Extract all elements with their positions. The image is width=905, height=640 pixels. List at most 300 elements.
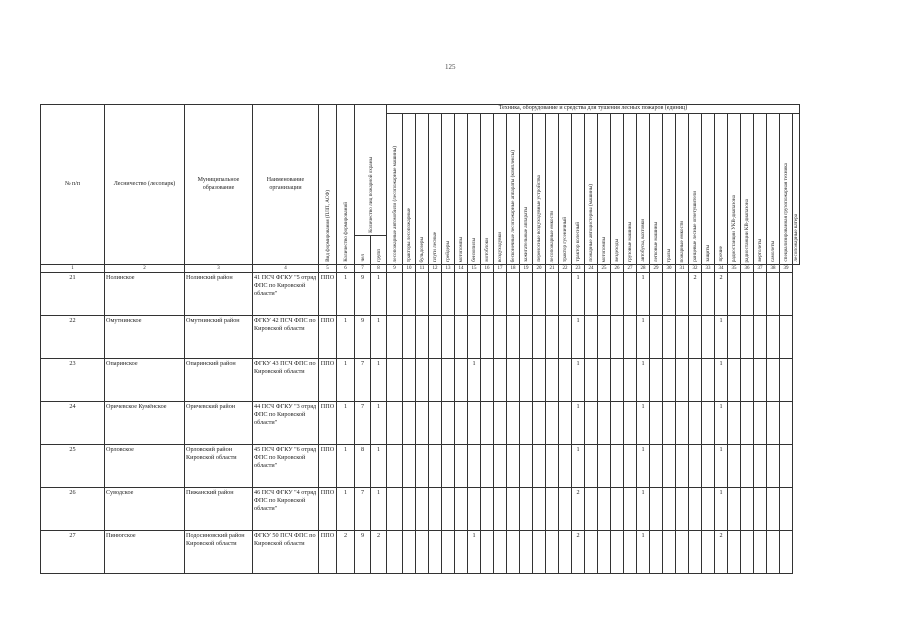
column-number: 32 bbox=[689, 265, 702, 273]
equipment-header-text: зажигательные аппараты bbox=[523, 207, 529, 262]
municipality-cell: Орловский район Кировской области bbox=[185, 445, 253, 488]
equipment-cell bbox=[689, 488, 702, 531]
equipment-cell bbox=[598, 531, 611, 574]
equipment-cell bbox=[754, 488, 767, 531]
column-number: 33 bbox=[702, 265, 715, 273]
equipment-cell bbox=[598, 445, 611, 488]
equipment-cell bbox=[507, 316, 520, 359]
equipment-cell bbox=[481, 531, 494, 574]
persons-cell: 9 bbox=[355, 531, 371, 574]
equipment-cell: 1 bbox=[715, 359, 728, 402]
equipment-cell bbox=[546, 359, 559, 402]
org-cell: 45 ПСЧ ФГКУ "6 отряд ФПС по Кировской области" bbox=[253, 445, 319, 488]
equipment-cell: 1 bbox=[637, 273, 650, 316]
equipment-cell bbox=[611, 273, 624, 316]
equipment-header-text: мотопомпы bbox=[458, 236, 464, 262]
equipment-cell bbox=[481, 359, 494, 402]
equipment-cell bbox=[507, 445, 520, 488]
column-number: 39 bbox=[780, 265, 793, 273]
equipment-header bbox=[533, 114, 546, 265]
equipment-cell bbox=[754, 316, 767, 359]
equipment-cell bbox=[780, 402, 793, 445]
type-cell: ППО bbox=[319, 445, 337, 488]
equipment-cell bbox=[546, 445, 559, 488]
equipment-cell bbox=[546, 488, 559, 531]
column-number: 25 bbox=[598, 265, 611, 273]
forestry-cell: Омутнинское bbox=[105, 316, 185, 359]
equipment-cell bbox=[676, 402, 689, 445]
equipment-cell bbox=[494, 273, 507, 316]
equipment-cell bbox=[780, 316, 793, 359]
forestry-cell: Пинюгское bbox=[105, 531, 185, 574]
formations-header bbox=[337, 105, 355, 265]
equipment-cell bbox=[689, 531, 702, 574]
persons-header bbox=[355, 236, 371, 265]
equipment-header-text: грейдеры bbox=[445, 241, 451, 262]
equipment-cell bbox=[611, 445, 624, 488]
equipment-cell bbox=[403, 488, 416, 531]
groups-header bbox=[371, 236, 387, 265]
row-number: 27 bbox=[41, 531, 105, 574]
municipality-cell: Омутнинский район bbox=[185, 316, 253, 359]
equipment-cell bbox=[754, 273, 767, 316]
equipment-cell bbox=[507, 402, 520, 445]
persons-cell: 7 bbox=[355, 359, 371, 402]
equipment-header bbox=[468, 114, 481, 265]
equipment-header bbox=[754, 114, 767, 265]
column-number: 24 bbox=[585, 265, 598, 273]
equipment-cell bbox=[702, 359, 715, 402]
forestry-header: Лесничество (лесопарк) bbox=[105, 105, 185, 265]
equipment-cell: 1 bbox=[637, 316, 650, 359]
formations-header-text: Количество формирований bbox=[342, 202, 349, 262]
equipment-cell bbox=[494, 445, 507, 488]
equipment-header-text: плуги лесные bbox=[432, 231, 438, 262]
equipment-cell bbox=[611, 316, 624, 359]
column-number: 5 bbox=[319, 265, 337, 273]
equipment-header bbox=[559, 114, 572, 265]
equipment-cell bbox=[702, 445, 715, 488]
forestry-cell: Оричевское Кумёнское bbox=[105, 402, 185, 445]
column-number: 11 bbox=[416, 265, 429, 273]
column-number: 20 bbox=[533, 265, 546, 273]
equipment-cell bbox=[387, 402, 403, 445]
table-row bbox=[41, 402, 800, 445]
equipment-cell bbox=[507, 488, 520, 531]
equipment-header-text: переносные воздуходувные устройства bbox=[536, 175, 542, 262]
equipment-header bbox=[598, 114, 611, 265]
equipment-header bbox=[387, 114, 403, 265]
column-number: 12 bbox=[429, 265, 442, 273]
equipment-header-text: лесопожарные автомобили (лесопожарные машины) bbox=[391, 145, 398, 262]
row-number: 26 bbox=[41, 488, 105, 531]
org-cell: ФГКУ 42 ПСЧ ФПС по Кировской области bbox=[253, 316, 319, 359]
formations-cell: 1 bbox=[337, 445, 355, 488]
equipment-cell bbox=[663, 402, 676, 445]
equipment-cell bbox=[387, 316, 403, 359]
equipment-cell bbox=[387, 445, 403, 488]
equipment-cell bbox=[754, 359, 767, 402]
equipment-cell bbox=[624, 273, 637, 316]
equipment-cell bbox=[507, 273, 520, 316]
equipment-cell bbox=[442, 531, 455, 574]
equipment-cell bbox=[598, 359, 611, 402]
equipment-cell bbox=[728, 316, 741, 359]
equipment-cell bbox=[611, 531, 624, 574]
row-number: 25 bbox=[41, 445, 105, 488]
column-number: 8 bbox=[371, 265, 387, 273]
equipment-cell bbox=[494, 402, 507, 445]
column-number: 31 bbox=[676, 265, 689, 273]
equipment-cell: 1 bbox=[715, 445, 728, 488]
equipment-cell bbox=[598, 488, 611, 531]
equipment-cell bbox=[754, 402, 767, 445]
equipment-cell: 1 bbox=[572, 316, 585, 359]
equipment-cell bbox=[650, 316, 663, 359]
equipment-cell bbox=[442, 359, 455, 402]
forestry-cell: Орловское bbox=[105, 445, 185, 488]
equipment-cell bbox=[546, 273, 559, 316]
col-num-header: № п/п bbox=[41, 105, 105, 265]
forestry-cell: Суводское bbox=[105, 488, 185, 531]
equipment-header-text: самолеты bbox=[770, 240, 776, 262]
equipment-cell bbox=[585, 273, 598, 316]
column-number: 38 bbox=[767, 265, 780, 273]
column-number: 36 bbox=[741, 265, 754, 273]
equipment-cell bbox=[754, 531, 767, 574]
forestry-cell: Опаринское bbox=[105, 359, 185, 402]
column-number: 28 bbox=[637, 265, 650, 273]
equipment-cell bbox=[624, 445, 637, 488]
org-header: Наименование организации bbox=[253, 105, 319, 265]
equipment-cell bbox=[520, 402, 533, 445]
equipment-header bbox=[494, 114, 507, 265]
equipment-cell bbox=[598, 273, 611, 316]
equipment-cell bbox=[468, 445, 481, 488]
equipment-header bbox=[793, 114, 800, 265]
equipment-cell bbox=[468, 488, 481, 531]
equipment-header-text: бензопилы bbox=[471, 238, 477, 262]
equipment-cell bbox=[387, 359, 403, 402]
type-cell: ППО bbox=[319, 316, 337, 359]
column-number: 14 bbox=[455, 265, 468, 273]
equipment-cell: 1 bbox=[637, 488, 650, 531]
equipment-cell bbox=[689, 316, 702, 359]
equipment-cell bbox=[767, 273, 780, 316]
equipment-header-text: тракторы лесопожарные bbox=[406, 207, 412, 262]
equipment-cell bbox=[624, 402, 637, 445]
equipment-cell bbox=[624, 488, 637, 531]
table-row bbox=[41, 445, 800, 488]
equipment-header-text: пожарные автоцистерны (машины) bbox=[588, 184, 594, 262]
equipment-cell bbox=[455, 359, 468, 402]
equipment-cell bbox=[520, 488, 533, 531]
equipment-cell bbox=[533, 445, 546, 488]
equipment-cell bbox=[546, 402, 559, 445]
equipment-cell bbox=[429, 402, 442, 445]
equipment-cell bbox=[455, 402, 468, 445]
equipment-header bbox=[624, 114, 637, 265]
personnel-header-text: Количество лиц пожарной охраны bbox=[367, 157, 374, 233]
equipment-header bbox=[702, 114, 715, 265]
equipment-cell bbox=[481, 488, 494, 531]
equipment-cell bbox=[403, 531, 416, 574]
forestry-cell: Нолинское bbox=[105, 273, 185, 316]
equipment-header-text: прочие bbox=[718, 246, 724, 262]
groups-header-text: групп bbox=[375, 249, 382, 262]
equipment-header-text: лесопожарные катера bbox=[793, 214, 799, 262]
equipment-cell bbox=[767, 316, 780, 359]
equipment-cell bbox=[559, 316, 572, 359]
equipment-cell bbox=[455, 316, 468, 359]
equipment-header bbox=[767, 114, 780, 265]
equipment-cell bbox=[650, 531, 663, 574]
equipment-header bbox=[481, 114, 494, 265]
equipment-cell: 1 bbox=[637, 359, 650, 402]
equipment-cell bbox=[767, 488, 780, 531]
equipment-cell bbox=[416, 488, 429, 531]
equipment-cell: 1 bbox=[572, 402, 585, 445]
equipment-cell: 1 bbox=[572, 359, 585, 402]
equipment-cell bbox=[494, 531, 507, 574]
equipment-header-text: защиты bbox=[705, 245, 711, 262]
type-header-text: Вид формирования (ПЛП, АСФ) bbox=[324, 190, 331, 262]
equipment-cell bbox=[403, 402, 416, 445]
equipment-header bbox=[611, 114, 624, 265]
personnel-header bbox=[355, 105, 387, 236]
column-number: 19 bbox=[520, 265, 533, 273]
type-cell: ППО bbox=[319, 402, 337, 445]
equipment-cell bbox=[728, 445, 741, 488]
equipment-cell: 1 bbox=[715, 316, 728, 359]
equipment-cell bbox=[702, 488, 715, 531]
equipment-cell bbox=[429, 316, 442, 359]
equipment-cell bbox=[481, 402, 494, 445]
equipment-cell bbox=[754, 445, 767, 488]
equipment-cell: 1 bbox=[468, 359, 481, 402]
equipment-cell bbox=[403, 359, 416, 402]
equipment-cell bbox=[533, 488, 546, 531]
column-number: 7 bbox=[355, 265, 371, 273]
equipment-cell bbox=[416, 531, 429, 574]
column-number: 34 bbox=[715, 265, 728, 273]
equipment-cell bbox=[520, 359, 533, 402]
equipment-cell bbox=[767, 359, 780, 402]
column-number: 2 bbox=[105, 265, 185, 273]
equipment-cell bbox=[728, 359, 741, 402]
equipment-cell bbox=[429, 445, 442, 488]
column-number: 16 bbox=[481, 265, 494, 273]
equipment-cell bbox=[403, 273, 416, 316]
equipment-header-text: грузовые машины bbox=[627, 222, 633, 262]
org-cell: ФГКУ 50 ПСЧ ФПС по Кировской области bbox=[253, 531, 319, 574]
equipment-cell bbox=[611, 359, 624, 402]
equipment-cell bbox=[689, 402, 702, 445]
equipment-cell bbox=[585, 359, 598, 402]
equipment-header bbox=[572, 114, 585, 265]
equipment-header bbox=[546, 114, 559, 265]
equipment-header-text: специализированная грузопожарная техника bbox=[783, 163, 789, 262]
equipment-cell: 1 bbox=[637, 402, 650, 445]
formations-cell: 1 bbox=[337, 402, 355, 445]
row-number: 23 bbox=[41, 359, 105, 402]
type-cell: ППО bbox=[319, 531, 337, 574]
column-number: 22 bbox=[559, 265, 572, 273]
equipment-cell bbox=[533, 531, 546, 574]
formations-cell: 1 bbox=[337, 316, 355, 359]
equipment-cell bbox=[520, 316, 533, 359]
equipment-header bbox=[741, 114, 754, 265]
org-cell: 44 ПСЧ ФГКУ "3 отряд ФПС по Кировской области" bbox=[253, 402, 319, 445]
equipment-cell bbox=[481, 273, 494, 316]
equipment-cell bbox=[546, 316, 559, 359]
row-number: 22 bbox=[41, 316, 105, 359]
equipment-cell: 1 bbox=[715, 402, 728, 445]
equipment-cell bbox=[520, 273, 533, 316]
equipment-cell: 2 bbox=[572, 488, 585, 531]
equipment-cell bbox=[624, 359, 637, 402]
equipment-header bbox=[637, 114, 650, 265]
table-row bbox=[41, 359, 800, 402]
groups-cell: 1 bbox=[371, 402, 387, 445]
column-number: 27 bbox=[624, 265, 637, 273]
column-number: 35 bbox=[728, 265, 741, 273]
equipment-cell bbox=[416, 402, 429, 445]
equipment-cell bbox=[494, 316, 507, 359]
municipality-cell: Опаринский район bbox=[185, 359, 253, 402]
persons-cell: 7 bbox=[355, 402, 371, 445]
page-number: 125 bbox=[445, 63, 456, 71]
equipment-cell bbox=[611, 488, 624, 531]
header-row-group bbox=[41, 105, 800, 114]
type-cell: ППО bbox=[319, 273, 337, 316]
equipment-cell bbox=[429, 273, 442, 316]
equipment-cell bbox=[533, 273, 546, 316]
type-cell: ППО bbox=[319, 488, 337, 531]
equipment-cell bbox=[624, 316, 637, 359]
equipment-header bbox=[650, 114, 663, 265]
equipment-cell bbox=[663, 273, 676, 316]
equipment-cell bbox=[455, 273, 468, 316]
equipment-cell bbox=[767, 531, 780, 574]
equipment-cell: 1 bbox=[468, 531, 481, 574]
municipality-cell: Пижанский район bbox=[185, 488, 253, 531]
equipment-header-text: мотоблоки bbox=[484, 238, 490, 262]
org-cell: ФГКУ 43 ПСЧ ФПС по Кировской области bbox=[253, 359, 319, 402]
column-number: 26 bbox=[611, 265, 624, 273]
equipment-header bbox=[442, 114, 455, 265]
equipment-cell bbox=[741, 445, 754, 488]
municipality-header: Муниципальное образование bbox=[185, 105, 253, 265]
equipment-cell bbox=[533, 359, 546, 402]
equipment-cell bbox=[741, 316, 754, 359]
column-number: 18 bbox=[507, 265, 520, 273]
equipment-cell bbox=[676, 316, 689, 359]
column-number: 21 bbox=[546, 265, 559, 273]
equipment-cell bbox=[403, 316, 416, 359]
equipment-cell bbox=[387, 531, 403, 574]
equipment-cell bbox=[598, 402, 611, 445]
equipment-cell bbox=[585, 316, 598, 359]
column-number: 3 bbox=[185, 265, 253, 273]
equipment-cell: 2 bbox=[715, 531, 728, 574]
equipment-cell bbox=[663, 316, 676, 359]
equipment-cell bbox=[624, 531, 637, 574]
equipment-header-text: воздуходувки bbox=[497, 231, 503, 262]
persons-header-text: чел bbox=[359, 254, 366, 262]
persons-cell: 8 bbox=[355, 445, 371, 488]
equipment-cell bbox=[520, 531, 533, 574]
equipment-cell bbox=[429, 359, 442, 402]
type-cell: ППО bbox=[319, 359, 337, 402]
equipment-header-text: бульдозеры bbox=[419, 236, 425, 262]
equipment-cell bbox=[741, 531, 754, 574]
equipment-cell bbox=[689, 445, 702, 488]
column-number: 1 bbox=[41, 265, 105, 273]
equipment-cell bbox=[702, 531, 715, 574]
column-number: 30 bbox=[663, 265, 676, 273]
resources-table bbox=[40, 104, 800, 574]
equipment-header bbox=[455, 114, 468, 265]
persons-cell: 9 bbox=[355, 273, 371, 316]
equipment-cell bbox=[387, 488, 403, 531]
equipment-cell bbox=[611, 402, 624, 445]
equipment-cell bbox=[585, 445, 598, 488]
column-number: 37 bbox=[754, 265, 767, 273]
equipment-cell bbox=[546, 531, 559, 574]
equipment-header-text: мотопомпы bbox=[601, 236, 607, 262]
equipment-cell bbox=[663, 359, 676, 402]
equipment-cell bbox=[559, 488, 572, 531]
equipment-header bbox=[585, 114, 598, 265]
equipment-header bbox=[507, 114, 520, 265]
equipment-cell bbox=[741, 359, 754, 402]
equipment-cell bbox=[455, 488, 468, 531]
equipment-cell bbox=[676, 273, 689, 316]
table-row bbox=[41, 273, 800, 316]
equipment-group-title: Техника, оборудование и средства для тушения лесных пожаров (единиц) bbox=[387, 105, 800, 114]
equipment-cell: 2 bbox=[715, 273, 728, 316]
column-number: 23 bbox=[572, 265, 585, 273]
equipment-cell bbox=[494, 359, 507, 402]
equipment-cell bbox=[481, 445, 494, 488]
equipment-cell bbox=[780, 445, 793, 488]
equipment-header-text: легковые машины bbox=[653, 222, 659, 262]
equipment-cell bbox=[702, 316, 715, 359]
column-number: 13 bbox=[442, 265, 455, 273]
org-cell: 41 ПСЧ ФГКУ "5 отряд ФПС по Кировской области" bbox=[253, 273, 319, 316]
equipment-header-text: трактор гусеничный bbox=[562, 217, 568, 262]
equipment-cell bbox=[780, 359, 793, 402]
equipment-header-text: радиостанции УКВ-диапазона bbox=[731, 194, 737, 262]
equipment-cell bbox=[403, 445, 416, 488]
groups-cell: 2 bbox=[371, 531, 387, 574]
groups-cell: 1 bbox=[371, 445, 387, 488]
equipment-cell bbox=[598, 316, 611, 359]
equipment-cell: 2 bbox=[572, 531, 585, 574]
equipment-cell bbox=[442, 273, 455, 316]
equipment-cell bbox=[702, 402, 715, 445]
equipment-cell bbox=[429, 531, 442, 574]
equipment-cell bbox=[650, 402, 663, 445]
column-number: 10 bbox=[403, 265, 416, 273]
groups-cell: 1 bbox=[371, 273, 387, 316]
equipment-cell bbox=[728, 531, 741, 574]
equipment-cell: 1 bbox=[637, 531, 650, 574]
groups-cell: 1 bbox=[371, 316, 387, 359]
equipment-cell bbox=[585, 531, 598, 574]
equipment-cell bbox=[689, 359, 702, 402]
